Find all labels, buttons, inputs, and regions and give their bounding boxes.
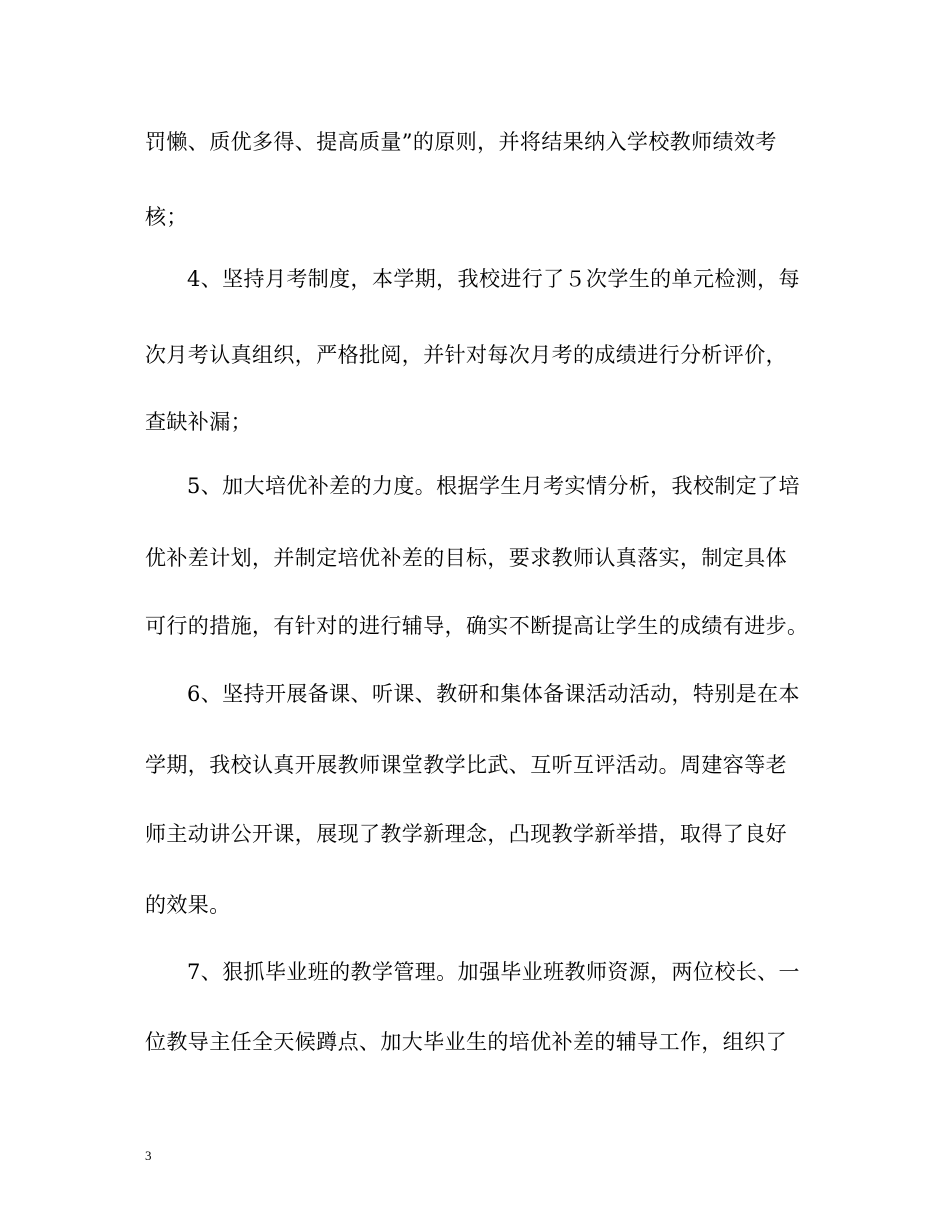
text-line: 的效果。 — [145, 893, 231, 917]
text-line: 位教导主任全天候蹲点、加大毕业生的培优补差的辅导工作，组织了 — [145, 1030, 787, 1054]
text-line: 次月考认真组织，严格批阅，并针对每次月考的成绩进行分析评价， — [145, 343, 787, 367]
text-line: 优补差计划，并制定培优补差的目标，要求教师认真落实，制定具体 — [145, 546, 787, 570]
text-line: 学期，我校认真开展教师课堂教学比武、互听互评活动。周建容等老 — [145, 753, 787, 777]
text-line: 查缺补漏； — [145, 410, 252, 434]
text-line: 5、加大培优补差的力度。根据学生月考实情分析，我校制定了培 — [187, 474, 800, 498]
text-line: 可行的措施，有针对的进行辅导，确实不断提高让学生的成绩有进步。 — [145, 614, 809, 638]
page-number: 3 — [145, 1148, 152, 1163]
text-line: 6、坚持开展备课、听课、教研和集体备课活动活动，特别是在本 — [187, 682, 800, 706]
text-line: 核； — [145, 205, 188, 229]
text-line: 师主动讲公开课，展现了教学新理念，凸现教学新举措，取得了良好 — [145, 822, 787, 846]
text-line: 罚懒、质优多得、提高质量”的原则，并将结果纳入学校教师绩效考 — [145, 130, 777, 154]
text-line: 4、坚持月考制度，本学期，我校进行了５次学生的单元检测，每 — [187, 267, 800, 291]
text-line: 7、狠抓毕业班的教学管理。加强毕业班教师资源，两位校长、一 — [187, 960, 800, 984]
